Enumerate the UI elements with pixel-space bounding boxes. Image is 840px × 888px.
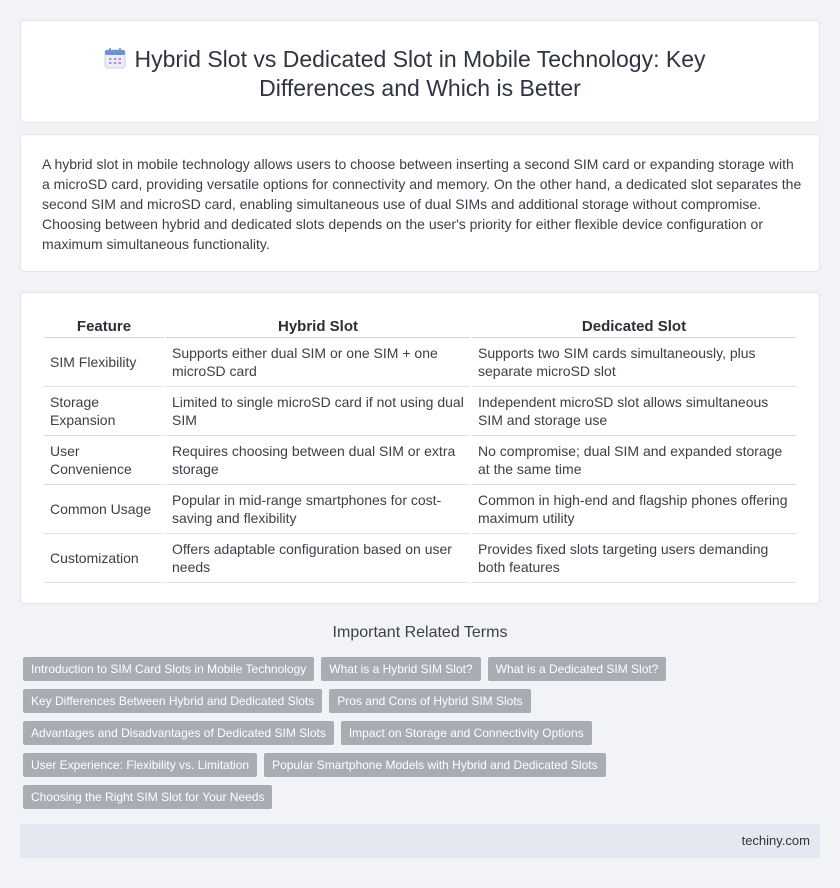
related-term-link[interactable]: Key Differences Between Hybrid and Dedicated Slots: [23, 689, 322, 713]
related-term-link[interactable]: What is a Hybrid SIM Slot?: [321, 657, 480, 681]
comparison-table: [42, 316, 798, 583]
row-dedicated-cell: Independent microSD slot allows simultaneous SIM and storage use: [472, 387, 796, 436]
title-wrap: [21, 45, 819, 103]
related-term-link[interactable]: What is a Dedicated SIM Slot?: [488, 657, 667, 681]
related-term-link[interactable]: Popular Smartphone Models with Hybrid and Dedicated Slots: [264, 753, 606, 777]
row-hybrid-cell: Requires choosing between dual SIM or extra storage: [166, 436, 470, 485]
row-dedicated-cell: No compromise; dual SIM and expanded storage at the same time: [472, 436, 796, 485]
row-feature-cell: SIM Flexibility: [44, 338, 164, 387]
intro-paragraph: A hybrid slot in mobile technology allows users to choose between inserting a second SIM card or expanding storage with a microSD card, providing versatile options for connectivity and memory. On the other hand, a dedicated slot separates the second SIM and microSD card, enabling simultaneous use of dual SIMs and additional storage without compromise. Choosing between hybrid and dedicated slots depends on the user's priority for either flexible device configuration or maximum simultaneous functionality.: [42, 156, 802, 252]
related-term-link[interactable]: Pros and Cons of Hybrid SIM Slots: [329, 689, 530, 713]
footer-site-name: techiny.com: [741, 833, 810, 848]
column-header-feature: Feature: [44, 316, 164, 338]
column-header-dedicated: Dedicated Slot: [472, 316, 796, 338]
table-header-row: [44, 316, 796, 338]
row-dedicated-cell: Supports two SIM cards simultaneously, plus separate microSD slot: [472, 338, 796, 387]
column-header-hybrid: Hybrid Slot: [166, 316, 470, 338]
row-feature-cell: Customization: [44, 534, 164, 583]
row-dedicated-cell: Common in high-end and flagship phones offering maximum utility: [472, 485, 796, 534]
title-card: [20, 20, 820, 123]
row-feature-cell: Common Usage: [44, 485, 164, 534]
row-hybrid-cell: Popular in mid-range smartphones for cost-saving and flexibility: [166, 485, 470, 534]
intro-card: [20, 134, 820, 272]
related-terms-heading: Important Related Terms: [332, 624, 508, 641]
page-title: Hybrid Slot vs Dedicated Slot in Mobile Technology: Key Differences and Which is Better: [134, 46, 706, 101]
related-term-link[interactable]: Introduction to SIM Card Slots in Mobile Technology: [23, 657, 314, 681]
table-row: [44, 387, 796, 436]
related-terms-list: [23, 657, 813, 809]
row-hybrid-cell: Limited to single microSD card if not using dual SIM: [166, 387, 470, 436]
related-term-link[interactable]: User Experience: Flexibility vs. Limitation: [23, 753, 257, 777]
row-feature-cell: User Convenience: [44, 436, 164, 485]
row-feature-cell: Storage Expansion: [44, 387, 164, 436]
comparison-card: [20, 292, 820, 604]
related-term-link[interactable]: Impact on Storage and Connectivity Options: [341, 721, 592, 745]
row-hybrid-cell: Supports either dual SIM or one SIM + one microSD card: [166, 338, 470, 387]
table-row: [44, 338, 796, 387]
table-row: [44, 485, 796, 534]
table-row: [44, 436, 796, 485]
row-dedicated-cell: Provides fixed slots targeting users demanding both features: [472, 534, 796, 583]
related-term-link[interactable]: Advantages and Disadvantages of Dedicated SIM Slots: [23, 721, 334, 745]
table-row: [44, 534, 796, 583]
footer: [20, 824, 820, 858]
related-term-link[interactable]: Choosing the Right SIM Slot for Your Needs: [23, 785, 272, 809]
row-hybrid-cell: Offers adaptable configuration based on user needs: [166, 534, 470, 583]
